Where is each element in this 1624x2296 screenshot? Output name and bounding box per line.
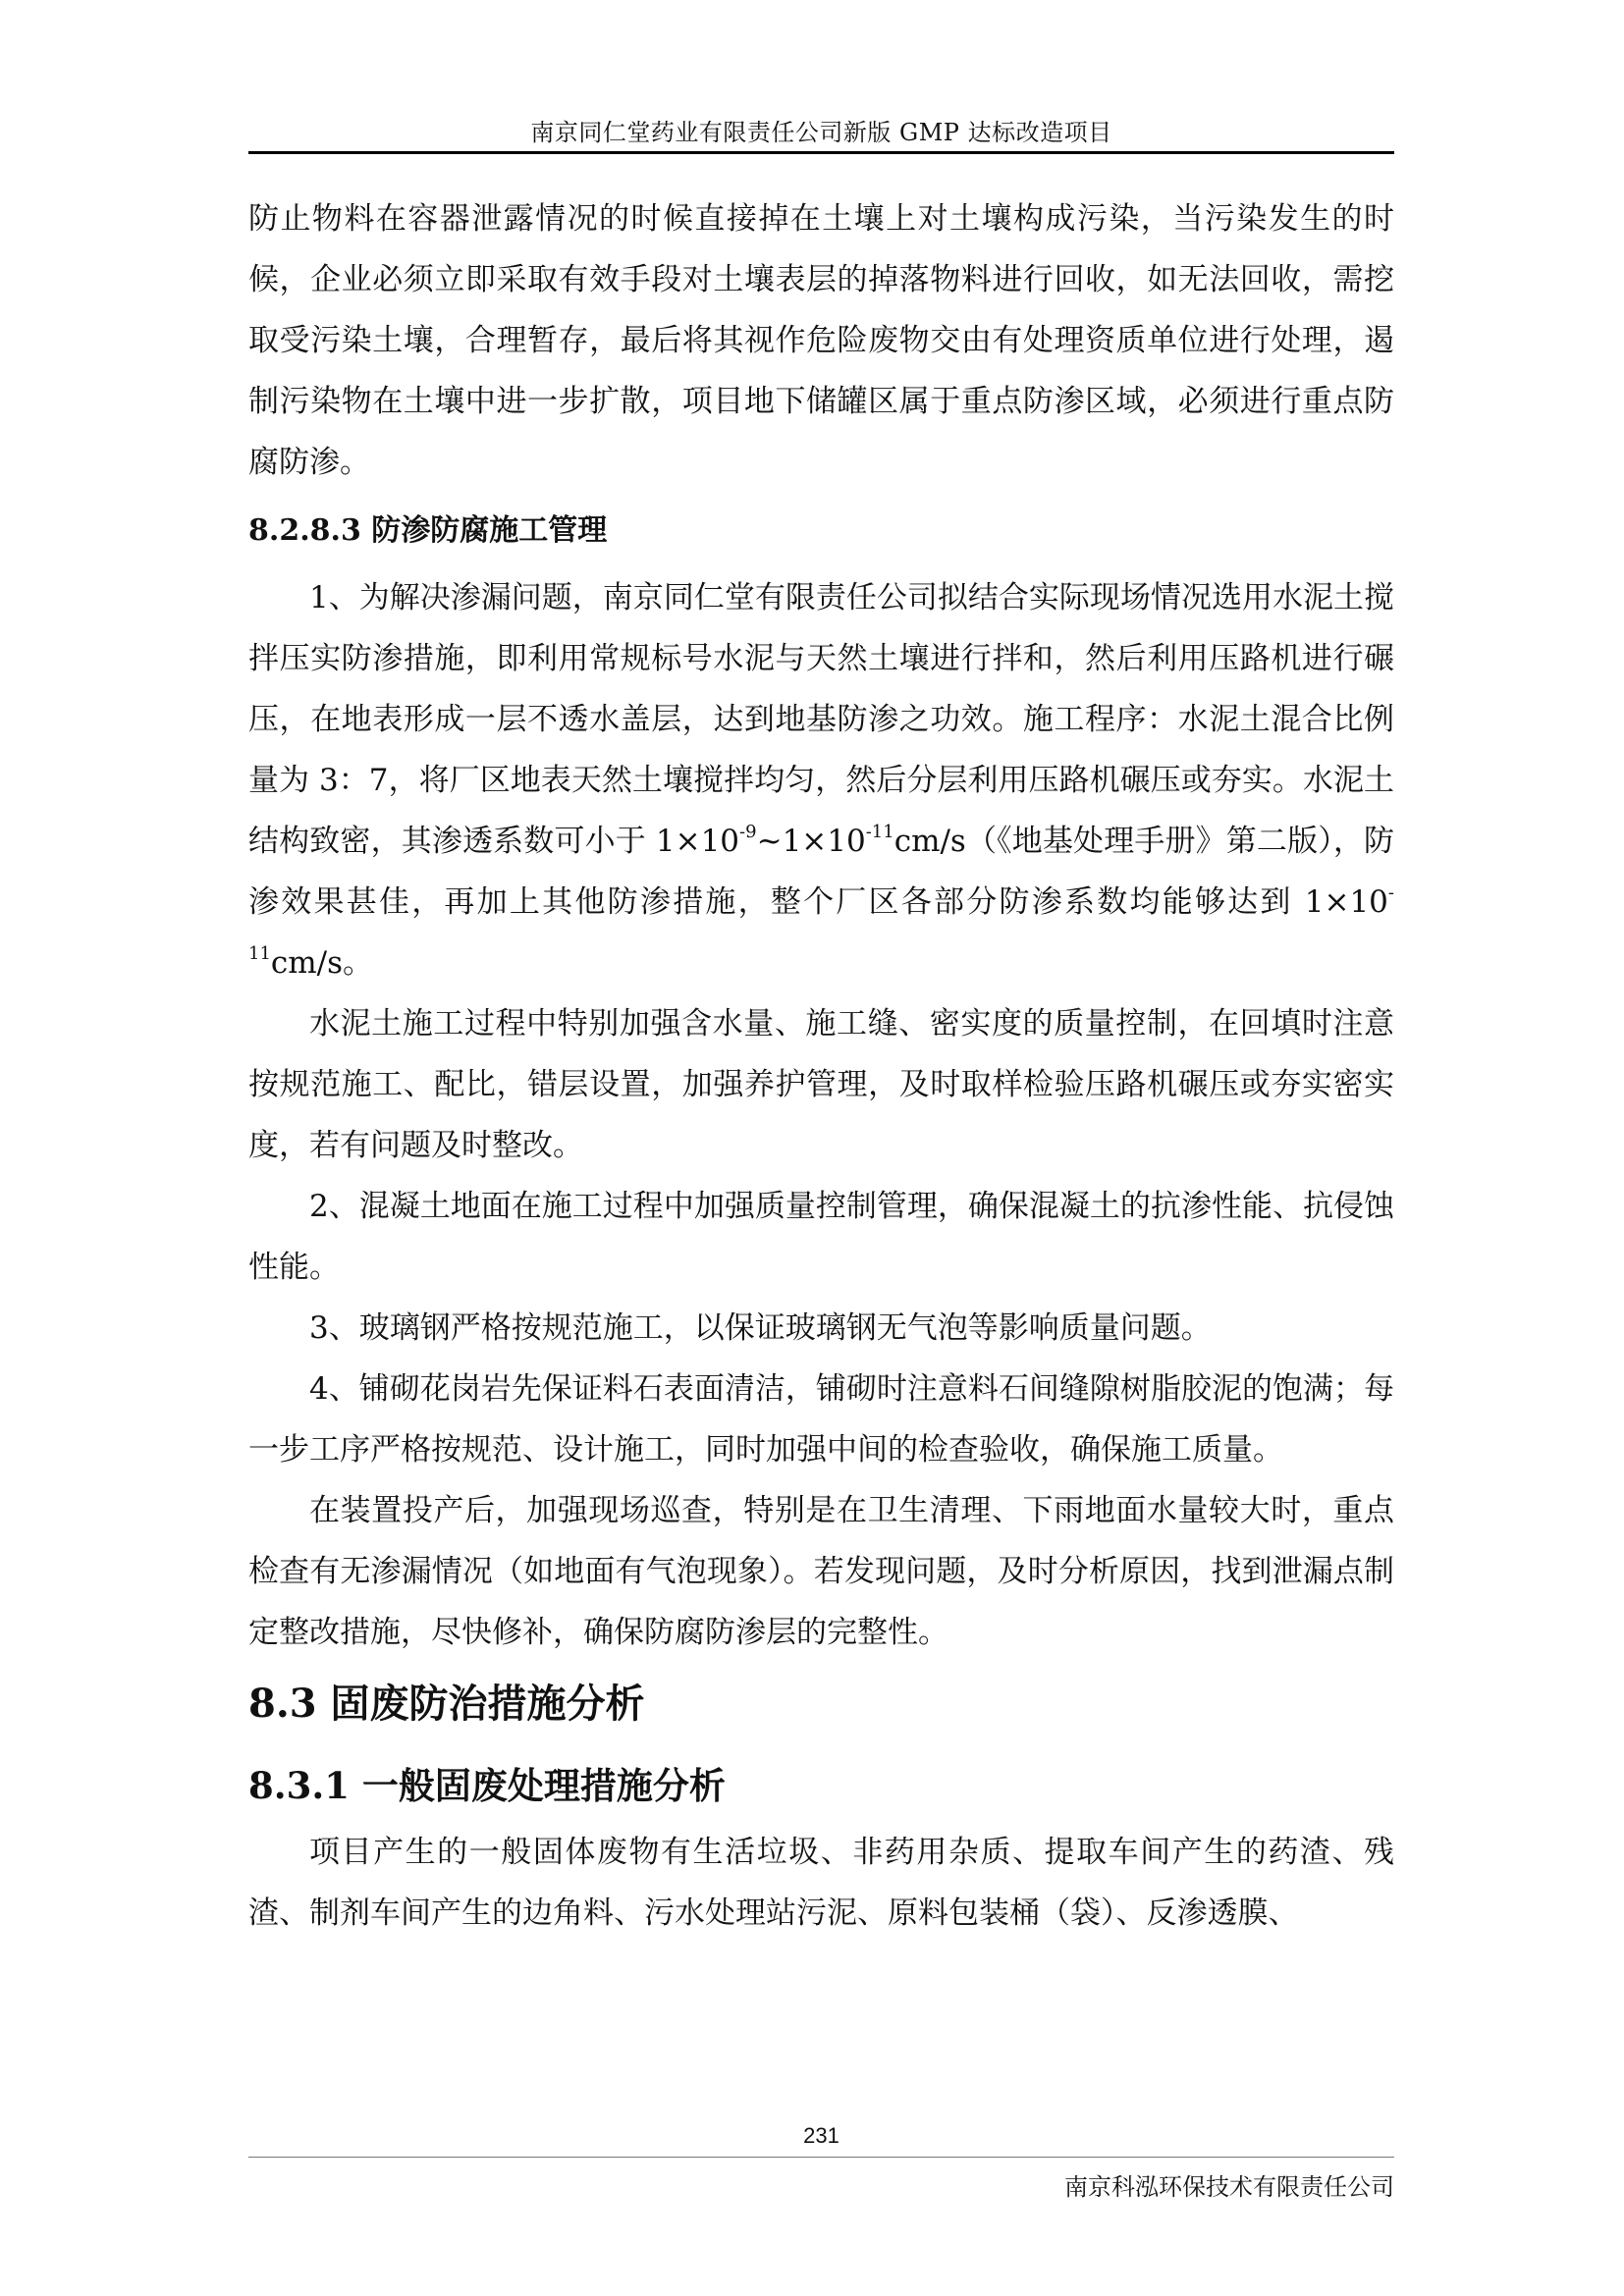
exponent-c: -11 bbox=[248, 882, 1394, 964]
footer-rule bbox=[248, 2157, 1394, 2158]
paragraph-3: 3、玻璃钢严格按规范施工，以保证玻璃钢无气泡等影响质量问题。 bbox=[309, 1310, 1212, 1346]
paragraph-cement-control: 水泥土施工过程中特别加强含水量、施工缝、密实度的质量控制，在回填时注意按规范施工、配比，错层设置，加强养护管理，及时取样检验压路机碾压或夯实密实度，若有问题及时整改。 bbox=[248, 1006, 1394, 1163]
exponent-b: -11 bbox=[865, 822, 894, 842]
running-header: 南京同仁堂药业有限责任公司新版 GMP 达标改造项目 bbox=[530, 119, 1112, 146]
paragraph-1-text-b: ~1×10 bbox=[756, 824, 866, 859]
paragraph-4: 4、铺砌花岗岩先保证料石表面清洁，铺砌时注意料石间缝隙树脂胶泥的饱满；每一步工序严格按规范、设计施工，同时加强中间的检查验收，确保施工质量。 bbox=[248, 1371, 1394, 1468]
paragraph-1-text-d: cm/s。 bbox=[270, 945, 374, 981]
section-heading-8-2-8-3: 8.2.8.3 防渗防腐施工管理 bbox=[248, 513, 608, 548]
page-content bbox=[248, 188, 1394, 1944]
section-heading-8-3-1: 8.3.1 一般固废处理措施分析 bbox=[248, 1764, 726, 1807]
paragraph-intro: 防止物料在容器泄露情况的时候直接掉在土壤上对土壤构成污染，当污染发生的时候，企业必须立即采取有效手段对土壤表层的掉落物料进行回收，如无法回收，需挖取受污染土壤，合理暂存，最后将其视作危险废物交由有处理资质单位进行处理，遏制污染物在土壤中进一步扩散，项目地下储罐区属于重点防渗区域，必须进行重点防腐防渗。 bbox=[248, 201, 1394, 480]
section-heading-8-3: 8.3 固废防治措施分析 bbox=[248, 1681, 645, 1727]
header-rule bbox=[248, 151, 1394, 154]
exponent-a: -9 bbox=[739, 822, 757, 842]
paragraph-1 bbox=[248, 567, 1394, 993]
footer-company: 南京科泓环保技术有限责任公司 bbox=[1064, 2173, 1394, 2201]
paragraph-1-text-a: 1、为解决渗漏问题，南京同仁堂有限责任公司拟结合实际现场情况选用水泥土搅拌压实防渗措施，即利用常规标号水泥与天然土壤进行拌和，然后利用压路机进行碾压，在地表形成一层不透水盖层，达到地基防渗之功效。施工程序：水泥土混合比例量为 3：7，将厂区地表天然土壤搅拌均匀，然后分层利用压路机碾压或夯实。水泥土结构致密，其渗透系数可小于 1×10 bbox=[248, 580, 1394, 859]
paragraph-6: 项目产生的一般固体废物有生活垃圾、非药用杂质、提取车间产生的药渣、残渣、制剂车间产生的边角料、污水处理站污泥、原料包装桶（袋）、反渗透膜、 bbox=[248, 1835, 1394, 1931]
paragraph-1-text-c: cm/s（《地基处理手册》第二版），防渗效果甚佳，再加上其他防渗措施，整个厂区各部分防渗系数均能够达到 1×10 bbox=[248, 824, 1395, 920]
page-number: 231 bbox=[803, 2123, 839, 2148]
paragraph-5: 在装置投产后，加强现场巡查，特别是在卫生清理、下雨地面水量较大时，重点检查有无渗漏情况（如地面有气泡现象）。若发现问题，及时分析原因，找到泄漏点制定整改措施，尽快修补，确保防腐防渗层的完整性。 bbox=[248, 1493, 1394, 1650]
paragraph-2: 2、混凝土地面在施工过程中加强质量控制管理，确保混凝土的抗渗性能、抗侵蚀性能。 bbox=[248, 1189, 1394, 1285]
